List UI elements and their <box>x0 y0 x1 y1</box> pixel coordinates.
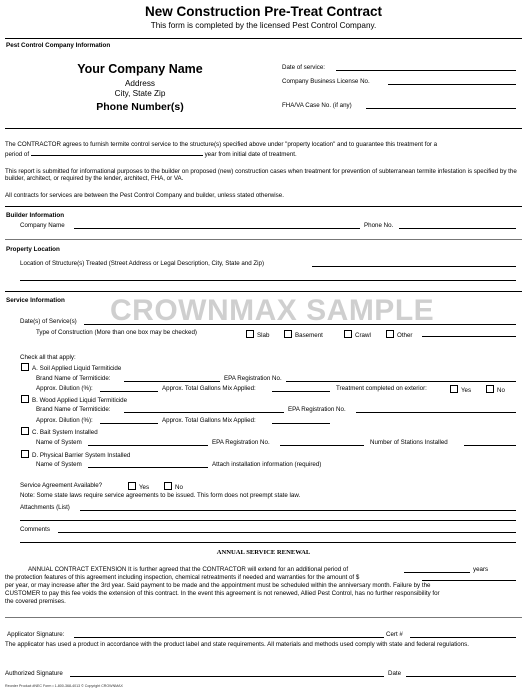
b-gallons-field[interactable] <box>272 423 330 424</box>
cert-label: Cert # <box>386 631 403 638</box>
company-city-state-zip: City, State Zip <box>114 89 166 98</box>
section-title-property: Property Location <box>6 246 60 253</box>
a-exterior-yes[interactable]: Yes <box>450 385 471 395</box>
company-phone: Phone Number(s) <box>96 101 184 113</box>
comments-field[interactable] <box>58 532 516 533</box>
option-b[interactable]: B. Wood Applied Liquid Termiticide <box>21 395 127 405</box>
fha-va-field[interactable] <box>366 108 516 109</box>
section-title-builder: Builder Information <box>6 212 65 219</box>
c-stations-field[interactable] <box>464 445 516 446</box>
sample-watermark: CROWNMAX SAMPLE <box>110 294 435 327</box>
b-brand-label: Brand Name of Termiticide: <box>36 406 111 413</box>
state-law-note: Note: Some state laws require service agreements to be issued. This form does not preempt state law. <box>20 492 301 499</box>
option-c[interactable]: C. Bait System Installed <box>21 427 98 437</box>
agreement-no[interactable]: No <box>164 482 183 492</box>
attachments-field-2[interactable] <box>20 520 516 521</box>
builder-company-field[interactable] <box>74 228 360 229</box>
fha-va-label: FHA/VA Case No. (if any) <box>282 102 352 109</box>
period-tail: year from initial date of treatment. <box>204 151 297 158</box>
divider <box>5 617 522 618</box>
b-epa-field[interactable] <box>356 412 516 413</box>
renewal-line4: CUSTOMER to pay this fee voids the extension of this contract. In the event this agreement is not renewed, Allied Pest Control, has no further responsibility for <box>5 590 440 597</box>
divider <box>5 206 522 207</box>
c-system-label: Name of System <box>36 439 82 446</box>
c-stations-label: Number of Stations Installed <box>370 439 448 446</box>
a-epa-field[interactable] <box>286 381 516 382</box>
attachments-label: Attachments (List) <box>20 504 70 511</box>
page-title: New Construction Pre-Treat Contract <box>144 4 383 19</box>
renewal-years-label: years <box>473 566 489 573</box>
construction-option-crawl[interactable]: Crawl <box>344 330 371 340</box>
a-epa-label: EPA Registration No. <box>224 375 282 382</box>
a-gallons-label: Approx. Total Gallons Mix Applied: <box>162 385 256 392</box>
b-brand-field[interactable] <box>124 412 284 413</box>
renewal-line3: per year, or may increase after the 3rd year. Said payment to be made and the appointment must be scheduled within the anniversary month. Failure by the <box>5 582 431 589</box>
page-subtitle: This form is completed by the licensed Pest Control Company. <box>150 21 377 30</box>
footer-reorder-text: Reorder Product #NEC Form • 1-800-368-4013 © Copyright CROWNMAX <box>5 684 123 688</box>
agreement-available-label: Service Agreement Available? <box>20 482 103 489</box>
date-of-service-field[interactable] <box>336 70 516 71</box>
a-brand-label: Brand Name of Termiticide: <box>36 375 111 382</box>
a-dilution-label: Approx. Dilution (%): <box>36 385 93 392</box>
a-exterior-label: Treatment completed on exterior: <box>336 385 427 392</box>
checkbox-crawl[interactable] <box>344 330 352 338</box>
divider <box>5 128 522 129</box>
attachments-field[interactable] <box>80 510 516 511</box>
applicator-signature-field[interactable] <box>74 637 384 638</box>
construction-type-label: Type of Construction (More than one box may be checked) <box>36 329 197 336</box>
report-text: This report is submitted for informational purposes to the builder on proposed (new) construction cases when treatment for prevention of subterranean termite infestation is specified by the builder, architect, or required by the lender, architect, FHA, or VA. <box>5 168 517 183</box>
checkbox-agreement-yes[interactable] <box>128 482 136 490</box>
checkbox-exterior-no[interactable] <box>486 385 494 393</box>
property-location-field[interactable] <box>312 266 516 267</box>
other-construction-field[interactable] <box>422 336 516 337</box>
checkbox-a[interactable] <box>21 363 29 371</box>
renewal-years-field[interactable] <box>404 572 470 573</box>
c-epa-label: EPA Registration No. <box>212 439 270 446</box>
comments-field-2[interactable] <box>20 542 516 543</box>
a-dilution-field[interactable] <box>100 391 158 392</box>
renewal-line5: the covered premises. <box>5 598 66 605</box>
divider <box>5 38 522 39</box>
period-of-label: period of <box>5 151 30 158</box>
company-address: Address <box>124 79 156 88</box>
section-title-service: Service Information <box>6 297 65 304</box>
dates-of-service-field[interactable] <box>84 324 516 325</box>
d-attach-label: Attach installation information (required) <box>212 461 322 468</box>
section-title-company: Pest Control Company Information <box>6 42 111 49</box>
renewal-title: ANNUAL SERVICE RENEWAL <box>216 549 311 556</box>
authorized-signature-field[interactable] <box>70 676 384 677</box>
date-of-service-label: Date of service: <box>282 64 325 71</box>
date-label: Date <box>388 670 402 677</box>
renewal-amount-field[interactable] <box>422 580 516 581</box>
renewal-line1: ANNUAL CONTRACT EXTENSION It is further agreed that the CONTRACTOR will extend for an additional period of <box>28 566 349 573</box>
date-field[interactable] <box>406 676 516 677</box>
check-all-label: Check all that apply: <box>20 354 76 361</box>
b-dilution-field[interactable] <box>100 423 158 424</box>
agreement-yes[interactable]: Yes <box>128 482 149 492</box>
business-license-field[interactable] <box>388 84 516 85</box>
a-brand-field[interactable] <box>124 381 220 382</box>
checkbox-exterior-yes[interactable] <box>450 385 458 393</box>
dates-of-service-label: Date(s) of Service(s) <box>20 318 77 325</box>
checkbox-d[interactable] <box>21 450 29 458</box>
checkbox-slab[interactable] <box>246 330 254 338</box>
checkbox-agreement-no[interactable] <box>164 482 172 490</box>
applicator-statement: The applicator has used a product in accordance with the product label and state requirements. All materials and methods used comply with state and federal regulations. <box>5 641 469 648</box>
renewal-line2: the protection features of this agreement including inspection, chemical retreatments if needed and warranties for the amount of $ <box>5 574 360 581</box>
b-epa-label: EPA Registration No. <box>288 406 346 413</box>
d-system-label: Name of System <box>36 461 82 468</box>
a-exterior-no[interactable]: No <box>486 385 505 395</box>
b-dilution-label: Approx. Dilution (%): <box>36 417 93 424</box>
business-license-label: Company Business License No. <box>282 78 370 85</box>
checkbox-other[interactable] <box>386 330 394 338</box>
builder-phone-field[interactable] <box>399 228 516 229</box>
checkbox-c[interactable] <box>21 427 29 435</box>
builder-phone-label: Phone No. <box>364 222 394 229</box>
builder-company-label: Company Name <box>20 222 65 229</box>
contracts-text: All contracts for services are between the Pest Control Company and builder, unless stated otherwise. <box>5 192 284 199</box>
authorized-signature-label: Authorized Signature <box>5 670 63 677</box>
property-location-label: Location of Structure(s) Treated (Street Address or Legal Description, City, State and Zip) <box>20 260 265 267</box>
period-row <box>5 149 297 159</box>
divider <box>5 239 522 240</box>
period-field[interactable] <box>31 149 203 156</box>
cert-field[interactable] <box>410 637 516 638</box>
c-epa-field[interactable] <box>280 445 364 446</box>
applicator-signature-label: Applicator Signature: <box>7 631 65 638</box>
company-name: Your Company Name <box>77 62 203 76</box>
checkbox-b[interactable] <box>21 395 29 403</box>
comments-label: Comments <box>20 526 50 533</box>
d-system-field[interactable] <box>88 467 208 468</box>
option-d[interactable]: D. Physical Barrier System Installed <box>21 450 130 460</box>
a-gallons-field[interactable] <box>272 391 330 392</box>
property-location-field-2[interactable] <box>20 280 516 281</box>
construction-option-basement[interactable]: Basement <box>284 330 323 340</box>
construction-option-other[interactable]: Other <box>386 330 412 340</box>
b-gallons-label: Approx. Total Gallons Mix Applied: <box>162 417 256 424</box>
agreement-text: The CONTRACTOR agrees to furnish termite control service to the structure(s) specified above under "property location" and to guarantee this treatment for a <box>5 141 438 148</box>
c-system-field[interactable] <box>88 445 208 446</box>
checkbox-basement[interactable] <box>284 330 292 338</box>
construction-option-slab[interactable]: Slab <box>246 330 269 340</box>
option-a[interactable]: A. Soil Applied Liquid Termiticide <box>21 363 121 373</box>
